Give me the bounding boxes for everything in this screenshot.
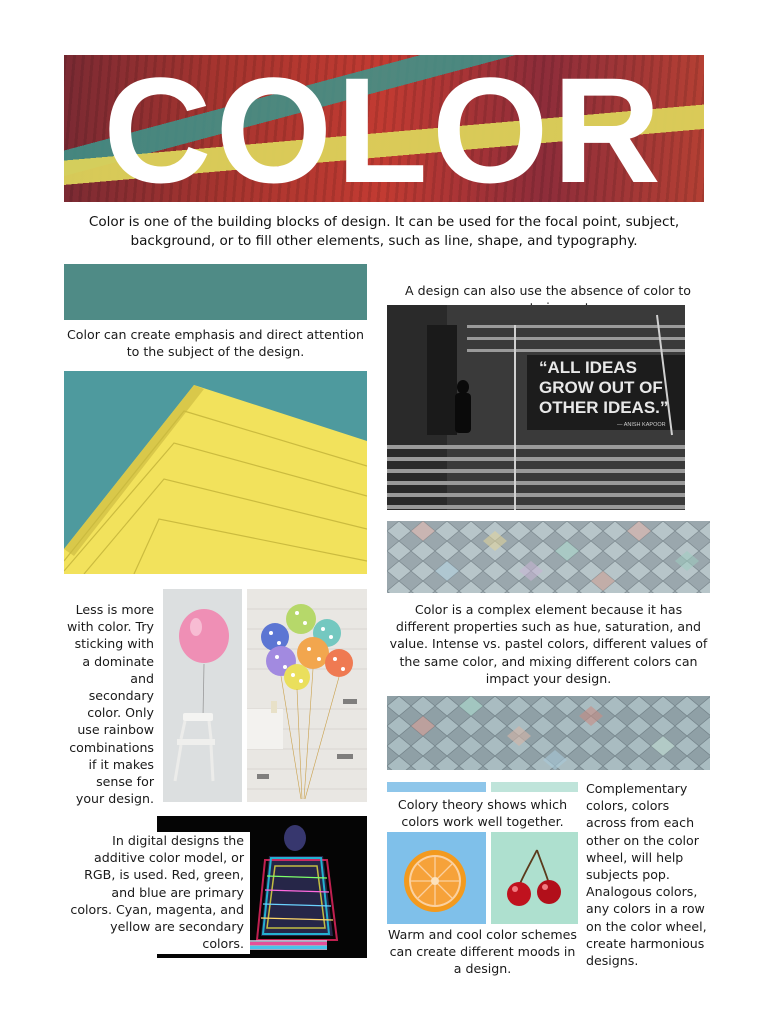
pastel-tiles-photo-top — [387, 521, 710, 593]
quote-line-1: “ALL IDEAS — [539, 358, 637, 377]
caption-complementary: Complementary colors, colors across from each other on the color wheel, will help subjects pop. Analogous colors, any colors in a row on the color wheel, create harmonious designs. — [586, 781, 707, 969]
caption-absence: A design can also use the absence of color to — [405, 283, 691, 298]
caption-complex: Color is a complex element because it has different properties such as hue, saturation, and value. Intense vs. pastel colors, different values of the same color, and mixing different colors can impact your design. — [389, 602, 708, 686]
caption-color-theory: Colory theory shows which colors work well together. — [397, 797, 568, 830]
blue-color-bar — [387, 782, 486, 792]
caption-rgb: In digital designs the additive color model, or RGB, is used. Red, green, and blue are primary colors. Cyan, magenta, and yellow are secondary colors. — [66, 832, 250, 954]
black-white-stairs-photo — [387, 305, 685, 510]
title-banner — [64, 55, 704, 202]
mint-color-bar — [491, 782, 578, 792]
caption-emphasis: Color can create emphasis and direct attention to the subject of the design. — [67, 327, 364, 360]
caption-warm-cool: Warm and cool color schemes can create different moods in a design. — [388, 927, 577, 977]
quote-line-2: GROW OUT OF — [539, 378, 663, 397]
pastel-tiles-photo-bottom — [387, 696, 710, 770]
quote-attribution: — ANISH KAPOOR — [617, 422, 666, 428]
yellow-building-photo — [64, 371, 367, 574]
pink-balloon-chair-photo — [163, 589, 242, 802]
orange-slice-photo — [387, 832, 486, 924]
intro-text: Color is one of the building blocks of design. It can be used for the focal point, subject, background, or to fill other elements, such as line, shape, and typography. — [88, 214, 680, 249]
cherries-photo — [491, 832, 578, 924]
caption-less-is-more: Less is more with color. Try sticking with a dominate and secondary color. Only use rainbow combinations if it makes sense for your design. — [66, 602, 154, 807]
teal-color-block — [64, 264, 367, 320]
polka-dot-balloons-photo — [247, 589, 367, 802]
page-title: COLOR — [103, 55, 665, 202]
quote-line-3: OTHER IDEAS.” — [539, 398, 669, 417]
